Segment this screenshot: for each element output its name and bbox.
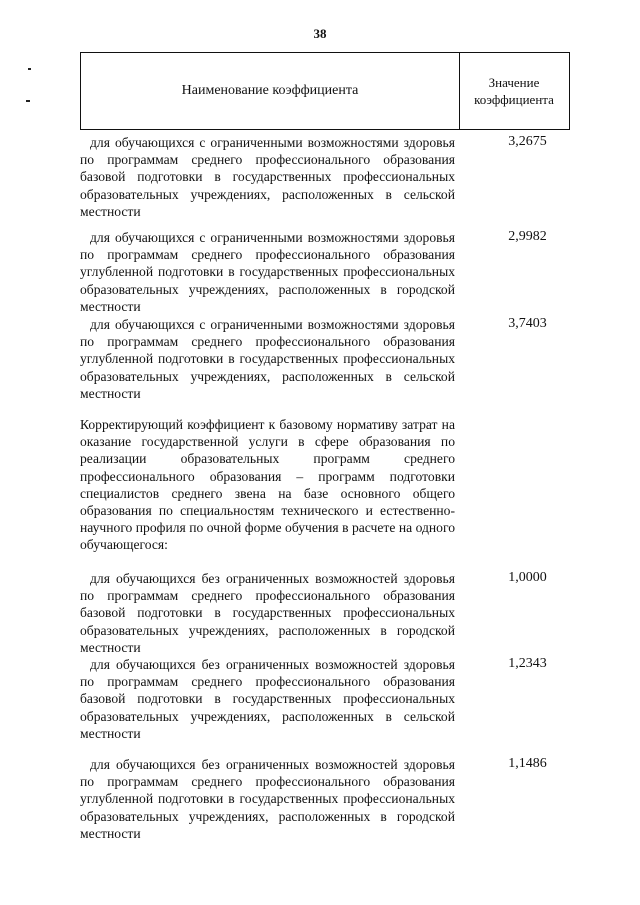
row-description: для обучающихся с ограниченными возможностями здоровья по программам среднего профессионального образования базовой подготовки в государственных профессиональных образовательных учреждениях, расположенных в сельской местности [80,135,455,219]
row-description: для обучающихся без ограниченных возможностей здоровья по программам среднего профессионального образования базовой подготовки в государственных профессиональных образовательных учреждениях, расположенных в городской местности [80,571,455,655]
table-header [80,52,570,130]
row-coefficient: 3,2675 [508,134,547,149]
row-coefficient: 1,0000 [508,570,547,585]
row-description: для обучающихся без ограниченных возможностей здоровья по программам среднего профессионального образования базовой подготовки в государственных профессиональных образовательных учреждениях, расположенных в сельской местности [80,657,455,741]
scan-mark [26,100,30,102]
column-header-value: Значение коэффициента [474,75,554,107]
row-coefficient: 3,7403 [508,316,547,331]
row-description: для обучающихся без ограниченных возможностей здоровья по программам среднего профессионального образования углубленной подготовки в государственных профессиональных образовательных учреждениях, расположенных в городской местности [80,757,455,841]
row-description: для обучающихся с ограниченными возможностями здоровья по программам среднего профессионального образования углубленной подготовки в государственных профессиональных образовательных учреждениях, расположенных в сельской местности [80,317,455,401]
row-coefficient: 1,2343 [508,656,547,671]
row-coefficient: 2,9982 [508,229,547,244]
page-number: 38 [313,26,327,41]
column-header-name: Наименование коэффициента [81,53,460,129]
section-paragraph: Корректирующий коэффициент к базовому нормативу затрат на оказание государственной услуги в сфере образования по реализации образовательных программ среднего профессионального образования – программ подготовки специалистов среднего звена на базе основного общего образования по специальностям технического и естественно-научного профиля по очной форме обучения в расчете на одного обучающегося: [80,417,455,553]
scan-mark [28,68,31,70]
row-description: для обучающихся с ограниченными возможностями здоровья по программам среднего профессионального образования углубленной подготовки в государственных профессиональных образовательных учреждениях, расположенных в городской местности [80,230,455,314]
row-coefficient: 1,1486 [508,756,547,771]
